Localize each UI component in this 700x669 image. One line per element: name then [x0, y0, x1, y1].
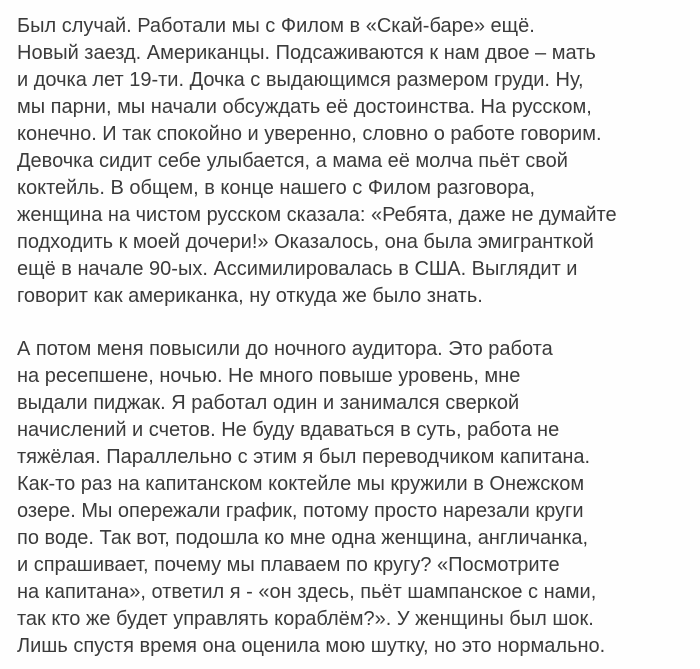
text-line: женщина на чистом русском сказала: «Ребята, даже не думайте — [17, 204, 617, 226]
text-line: так кто же будет управлять кораблём?». У женщины был шок. — [17, 608, 594, 630]
text-line: Лишь спустя время она оценила мою шутку, но это нормально. — [17, 635, 606, 657]
text-line: говорит как американка, ну откуда же было знать. — [17, 285, 483, 307]
text-line: мы парни, мы начали обсуждать её достоинства. На русском, — [17, 96, 592, 118]
text-line: А потом меня повысили до ночного аудитора. Это работа — [17, 338, 553, 360]
text-line: на ресепшене, ночью. Не много повыше уровень, мне — [17, 365, 521, 387]
text-line: начислений и счетов. Не буду вдаваться в суть, работа не — [17, 419, 560, 441]
text-line: тяжёлая. Параллельно с этим я был переводчиком капитана. — [17, 446, 591, 468]
text-line: выдали пиджак. Я работал один и занимался сверкой — [17, 392, 520, 414]
text-line: ещё в начале 90-ых. Ассимилировалась в США. Выглядит и — [17, 258, 578, 280]
story-paragraph-1 — [17, 13, 692, 310]
text-line: конечно. И так спокойно и уверенно, словно о работе говорим. — [17, 123, 602, 145]
text-line: и дочка лет 19-ти. Дочка с выдающимся размером груди. Ну, — [17, 69, 584, 91]
story-paragraph-2 — [17, 336, 692, 660]
text-line: Был случай. Работали мы с Филом в «Скай-баре» ещё. — [17, 15, 535, 37]
text-line: озере. Мы опережали график, потому просто нарезали круги — [17, 500, 584, 522]
text-line: по воде. Так вот, подошла ко мне одна женщина, англичанка, — [17, 527, 589, 549]
text-line: Как-то раз на капитанском коктейле мы кружили в Онежском — [17, 473, 585, 495]
text-line: коктейль. В общем, в конце нашего с Филом разговора, — [17, 177, 536, 199]
text-line: и спрашивает, почему мы плаваем по кругу? «Посмотрите — [17, 554, 560, 576]
text-line: на капитана», ответил я - «он здесь, пьёт шампанское с нами, — [17, 581, 597, 603]
text-line: Девочка сидит себе улыбается, а мама её молча пьёт свой — [17, 150, 568, 172]
text-line: подходить к моей дочери!» Оказалось, она была эмигранткой — [17, 231, 594, 253]
text-line: Новый заезд. Американцы. Подсаживаются к нам двое – мать — [17, 42, 596, 64]
